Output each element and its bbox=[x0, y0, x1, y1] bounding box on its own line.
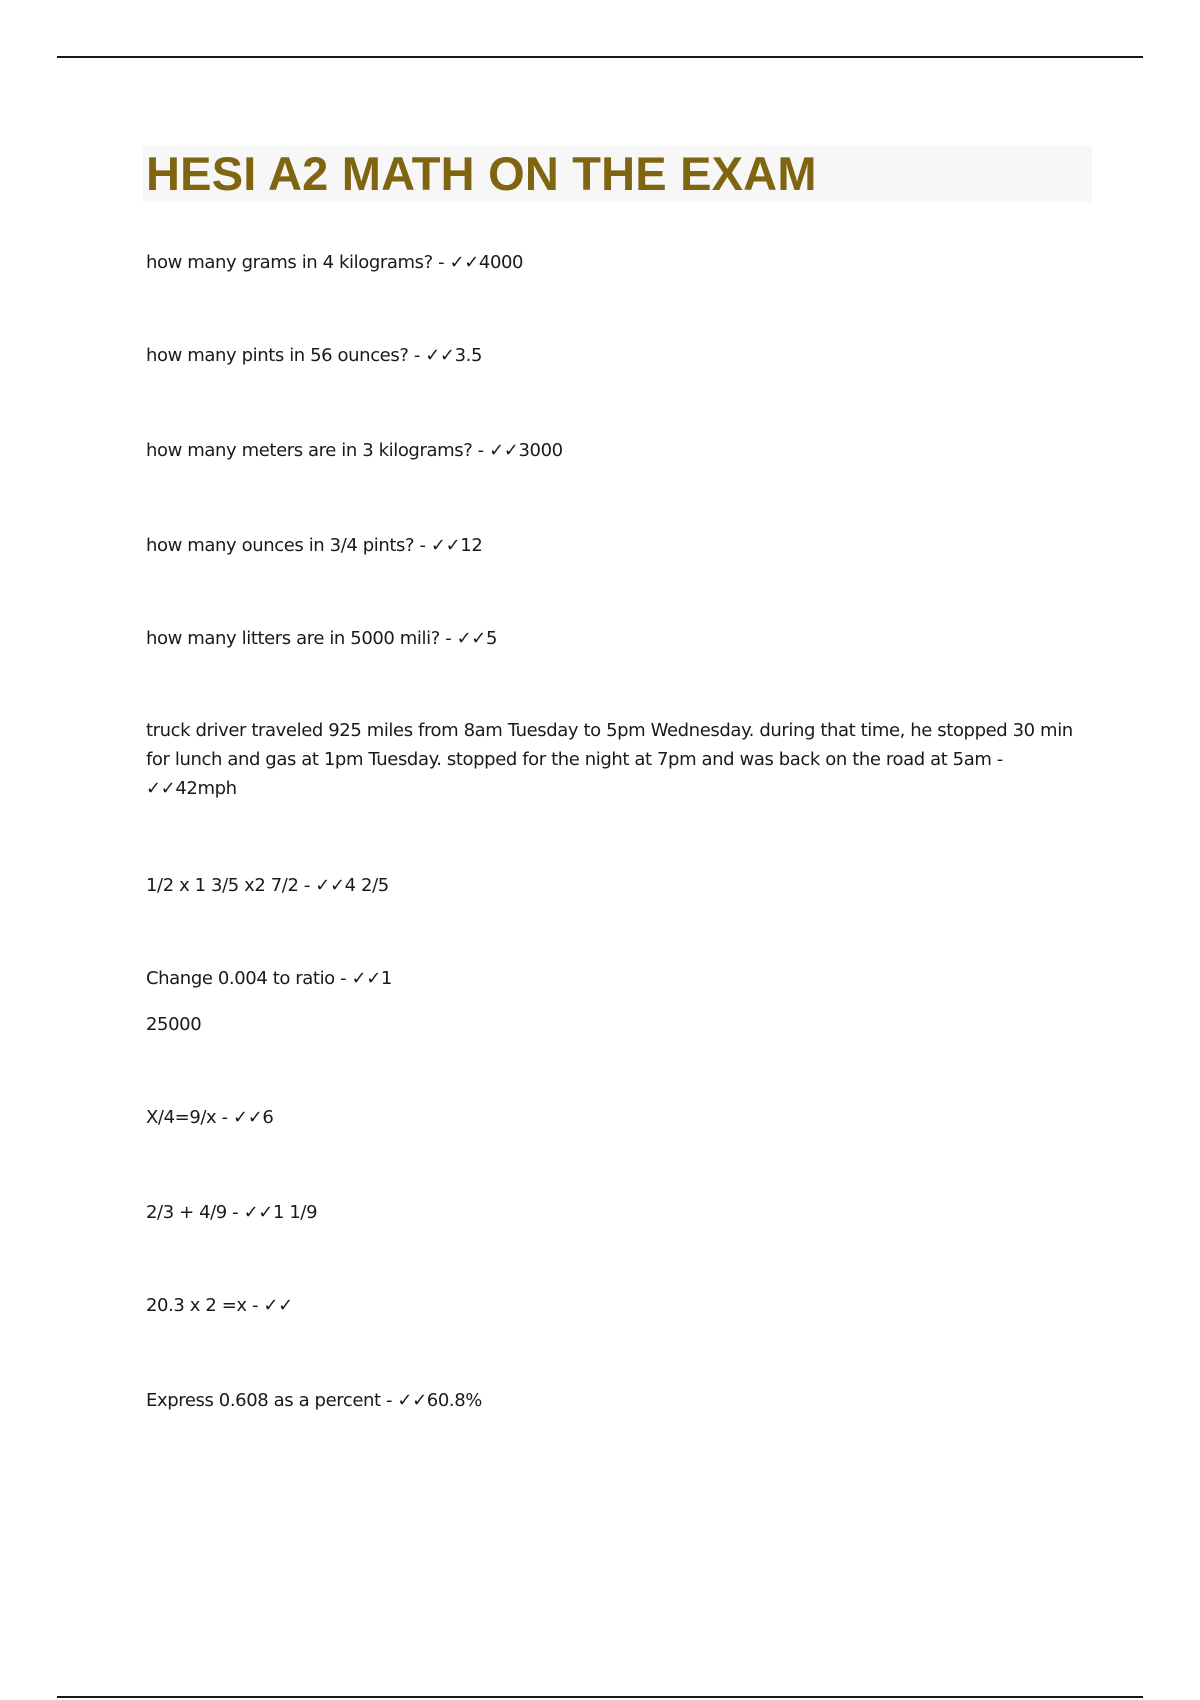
qa-item bbox=[146, 964, 1086, 993]
answer-text: 12 bbox=[460, 535, 483, 556]
question-text: truck driver traveled 925 miles from 8am Tuesday to 5pm Wednesday. during that time, he stopped 30 min for lunch and gas at 1pm Tuesday. stopped for the night at 7pm and was back on the road at 5am - bbox=[146, 720, 1073, 770]
qa-item bbox=[146, 1291, 1086, 1320]
qa-item bbox=[146, 436, 1086, 465]
qa-item bbox=[146, 248, 1086, 277]
question-text: 1/2 x 1 3/5 x2 7/2 - bbox=[146, 875, 316, 896]
answer-text: 3.5 bbox=[454, 345, 483, 366]
qa-item bbox=[146, 1198, 1086, 1227]
top-rule bbox=[57, 56, 1143, 58]
document-title: HESI A2 MATH ON THE EXAM bbox=[146, 147, 817, 200]
question-text: how many pints in 56 ounces? - bbox=[146, 345, 426, 366]
question-text: 2/3 + 4/9 - bbox=[146, 1202, 244, 1223]
qa-item bbox=[146, 871, 1086, 900]
check-mark-icon: ✓✓ bbox=[489, 440, 519, 461]
answer-text: 3000 bbox=[518, 440, 563, 461]
check-mark-icon: ✓✓ bbox=[430, 535, 461, 556]
qa-item bbox=[146, 531, 1086, 560]
question-text: 20.3 x 2 =x - bbox=[146, 1295, 264, 1316]
answer-continuation: 25000 bbox=[146, 1014, 202, 1035]
qa-item bbox=[146, 341, 1086, 370]
question-text: how many meters are in 3 kilograms? - bbox=[146, 440, 490, 461]
answer-text: 4000 bbox=[478, 252, 524, 273]
check-mark-icon: ✓✓ bbox=[263, 1295, 293, 1316]
check-mark-icon: ✓✓ bbox=[456, 628, 486, 649]
answer-text: 6 bbox=[262, 1107, 274, 1128]
check-mark-icon: ✓✓ bbox=[233, 1107, 263, 1128]
check-mark-icon: ✓✓ bbox=[449, 252, 479, 273]
answer-text: 1 bbox=[380, 968, 392, 989]
qa-item bbox=[146, 716, 1086, 803]
qa-item bbox=[146, 1103, 1086, 1132]
question-text: Express 0.608 as a percent - bbox=[146, 1390, 398, 1411]
question-text: X/4=9/x - bbox=[146, 1107, 234, 1128]
check-mark-icon: ✓✓ bbox=[351, 968, 381, 989]
answer-text: 5 bbox=[486, 628, 498, 649]
check-mark-icon: ✓✓ bbox=[243, 1202, 273, 1223]
answer-text: 42mph bbox=[175, 778, 237, 799]
question-text: Change 0.004 to ratio - bbox=[146, 968, 352, 989]
check-mark-icon: ✓✓ bbox=[315, 875, 345, 896]
question-text: how many ounces in 3/4 pints? - bbox=[146, 535, 431, 556]
question-text: how many litters are in 5000 mili? - bbox=[146, 628, 457, 649]
answer-text: 60.8% bbox=[426, 1390, 482, 1411]
qa-item bbox=[146, 624, 1086, 653]
bottom-rule bbox=[57, 1696, 1143, 1698]
check-mark-icon: ✓✓ bbox=[146, 778, 176, 799]
qa-item bbox=[146, 1386, 1086, 1415]
check-mark-icon: ✓✓ bbox=[397, 1390, 427, 1411]
check-mark-icon: ✓✓ bbox=[425, 345, 455, 366]
answer-text: 1 1/9 bbox=[272, 1202, 318, 1223]
answer-text: 4 2/5 bbox=[344, 875, 389, 896]
question-text: how many grams in 4 kilograms? - bbox=[146, 252, 450, 273]
